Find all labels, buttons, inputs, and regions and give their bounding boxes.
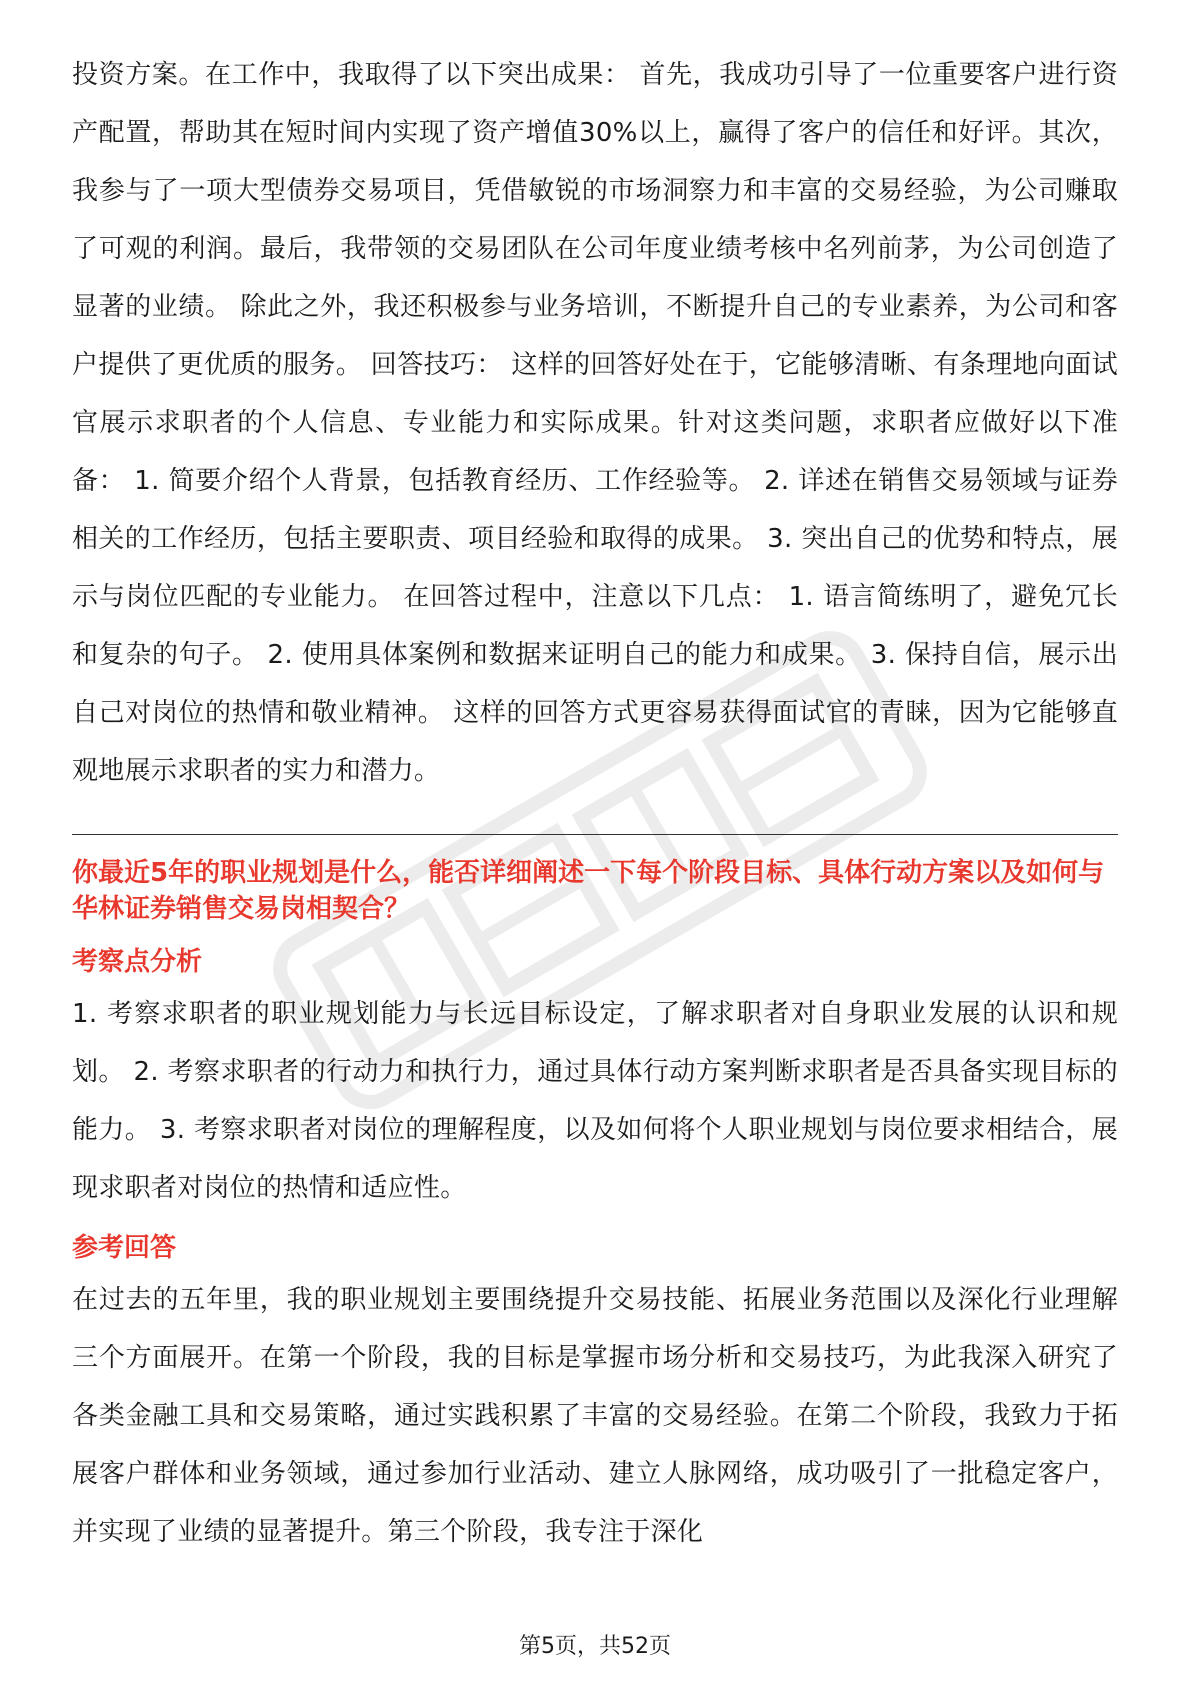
analysis-heading: 考察点分析: [72, 947, 203, 977]
page-number-footer: 第5页，共52页: [519, 1634, 671, 1659]
section-spacer: [72, 1217, 1118, 1225]
section-divider: [72, 834, 1118, 835]
interview-question: 你最近5年的职业规划是什么，能否详细阐述一下每个阶段目标、具体行动方案以及如何与华林证券销售交易岗相契合？: [72, 858, 1105, 924]
answer-heading: 参考回答: [72, 1233, 177, 1263]
answer-text: 在过去的五年里，我的职业规划主要围绕提升交易技能、拓展业务范围以及深化行业理解三个方面展开。在第一个阶段，我的目标是掌握市场分析和交易技巧，为此我深入研究了各类金融工具和交易策略，通过实践积累了丰富的交易经验。在第二个阶段，我致力于拓展客户群体和业务领域，通过参加行业活动、建立人脉网络，成功吸引了一批稳定客户，并实现了业绩的显著提升。第三个阶段，我专注于深化: [72, 1285, 1118, 1547]
page-content: [72, 46, 1118, 1561]
analysis-text: 1. 考察求职者的职业规划能力与长远目标设定，了解求职者对自身职业发展的认识和规划。 2. 考察求职者的行动力和执行力，通过具体行动方案判断求职者是否具备实现目标的能力。 3. 考察求职者对岗位的理解程度，以及如何将个人职业规划与岗位要求相结合，展现求职者对岗位的热情和适应性。: [72, 999, 1118, 1203]
body-continuation-text: 投资方案。在工作中，我取得了以下突出成果： 首先，我成功引导了一位重要客户进行资产配置，帮助其在短时间内实现了资产增值30%以上，赢得了客户的信任和好评。其次，我参与了一项大型债券交易项目，凭借敏锐的市场洞察力和丰富的交易经验，为公司赚取了可观的利润。最后，我带领的交易团队在公司年度业绩考核中名列前茅，为公司创造了显著的业绩。 除此之外，我还积极参与业务培训，不断提升自己的专业素养，为公司和客户提供了更优质的服务。 回答技巧： 这样的回答好处在于，它能够清晰、有条理地向面试官展示求职者的个人信息、专业能力和实际成果。针对这类问题，求职者应做好以下准备： 1. 简要介绍个人背景，包括教育经历、工作经验等。 2. 详述在销售交易领域与证券相关的工作经历，包括主要职责、项目经验和取得的成果。 3. 突出自己的优势和特点，展示与岗位匹配的专业能力。 在回答过程中，注意以下几点： 1. 语言简练明了，避免冗长和复杂的句子。 2. 使用具体案例和数据来证明自己的能力和成果。 3. 保持自信，展示出自己对岗位的热情和敬业精神。 这样的回答方式更容易获得面试官的青睐，因为它能够直观地展示求职者的实力和潜力。: [72, 60, 1118, 786]
